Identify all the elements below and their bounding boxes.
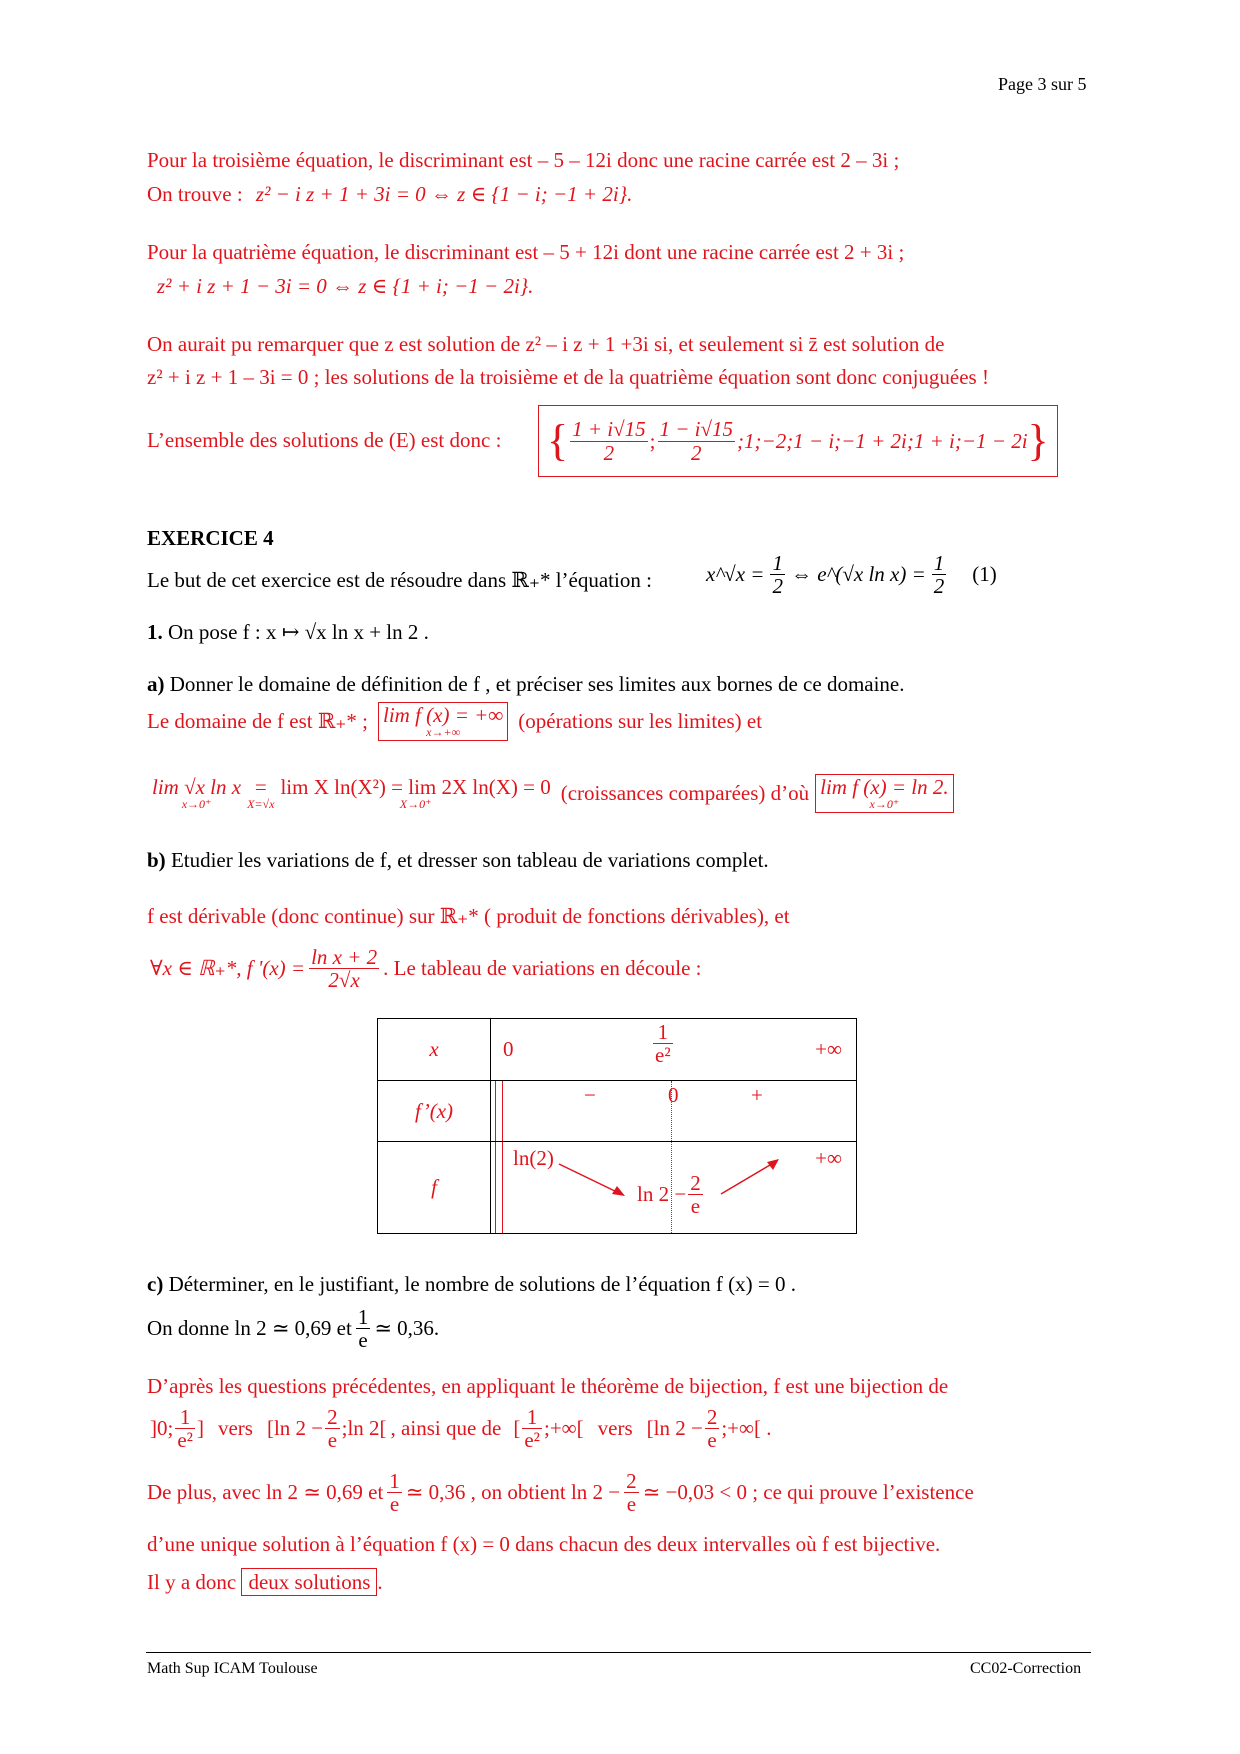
lim-sqrt-ln: lim √x ln x [152,775,242,799]
f-start-value: ln(2) [513,1146,554,1170]
qc-given [147,1306,439,1351]
f-min-lead: ln 2 − [637,1182,687,1207]
subst-eq-sub: X=√x [247,797,275,811]
lim-infinity: lim f (x) = +∞ [382,703,504,727]
eq-part-a: x^√x = [706,562,765,587]
qa-label: a) [147,672,165,696]
p2-line1: Pour la quatrième équation, le discriminant est – 5 + 12i dont une racine carrée est 2 + 3i ; [147,240,905,264]
row-label-f: f [378,1142,491,1234]
int4-close: ;+∞[ . [721,1416,772,1441]
arrow-down [559,1164,621,1194]
int3-open: [ [513,1416,521,1441]
deux-solutions-box: deux solutions [241,1568,377,1596]
fprime-zero: 0 [668,1083,679,1107]
p3-line1: On aurait pu remarquer que z est solution de z² – i z + 1 +3i si, et seulement si z̄ est solution de [147,332,945,356]
ans3-frac1: $\frac{1}{e}$ [389,1469,400,1517]
vers-1: vers [217,1416,253,1441]
lim-zero-sub: x→0⁺ [869,797,900,811]
derivative-tail: . Le tableau de variations en découle : [383,956,702,981]
lim-sqrt-ln-sub: x→0⁺ [181,797,212,811]
arrow-up-head [767,1159,779,1170]
qb-answer1: f est dérivable (donc continue) sur ℝ₊* ( produit de fonctions dérivables), et [147,904,790,928]
fprime-dotted [671,1081,672,1141]
ans5-tail: . [377,1570,383,1594]
lim-zero-box [815,774,953,813]
int1-open: ]0; [150,1416,174,1441]
fprime-double-bar [495,1081,503,1141]
q1-line [147,620,429,645]
p3-line2: z² + i z + 1 – 3i = 0 ; les solutions de la troisième et de la quatrième équation sont donc conjuguées ! [147,365,989,389]
p2-equation: z² + i z + 1 − 3i = 0 ⇔ z ∈ {1 + i; −1 − 2i}. [157,274,534,298]
ex4-intro: Le but de cet exercice est de résoudre dans ℝ₊* l’équation : [147,568,652,592]
p1-line1: Pour la troisième équation, le discriminant est – 5 – 12i donc une racine carrée est 2 – 3i ; [147,148,900,172]
arrow-up [721,1162,775,1194]
lim-zero: lim f (x) = ln 2. [820,775,949,799]
ans3-frac2: $\frac{2}{e}$ [626,1469,637,1517]
variation-table [377,1018,857,1234]
sol-rest: ;1;−2;1 − i;−1 + 2i;1 + i;−1 − 2i [737,428,1028,453]
qc-text: Déterminer, en le justifiant, le nombre de solutions de l’équation f (x) = 0 . [168,1272,796,1296]
qc-label: c) [147,1272,164,1296]
ainsi-que: , ainsi que de [390,1416,502,1441]
f-min-frac: $\frac{2}{e}$ [690,1171,701,1219]
qa-text: Donner le domaine de définition de f , et préciser ses limites aux bornes de ce domaine. [169,672,905,696]
brace-open: { [547,416,569,465]
lim-infinity-sub: x→+∞ [426,725,461,739]
vers-2: vers [597,1416,633,1441]
ans3-lead: De plus, avec ln 2 ≃ 0,69 et [147,1480,384,1505]
eq-half-2: $\frac{1}{2}$ [933,551,945,599]
x-infinity: +∞ [815,1037,842,1061]
sol-frac1: $\frac{1 + i√15}{2}$ [572,417,646,465]
p1-equation: z² − i z + 1 + 3i = 0 ⇔ z ∈ {1 − i; −1 + 2i}. [255,182,633,206]
ex4-equation [706,552,997,597]
qa-domain: Le domaine de f est ℝ₊* ; [147,709,368,733]
given-tail: ≃ 0,36. [374,1316,440,1341]
qc-intervals [150,1406,771,1451]
int4-frac: $\frac{2}{e}$ [706,1405,718,1453]
variation-arrows [491,1142,861,1234]
solution-set-box [538,405,1058,477]
eq-part-b: ⇔ e^(√x ln x) = [790,562,926,587]
ans5-lead: Il y a donc [147,1570,237,1594]
given-lead: On donne ln 2 ≃ 0,69 et [147,1316,352,1341]
lim-infinity-box [378,702,508,741]
p1-line2 [147,182,632,207]
q1-text: On pose f : x ↦ √x ln x + ln 2 . [168,620,429,644]
int2-frac: $\frac{2}{e}$ [327,1405,338,1453]
row-label-x: x [378,1019,491,1081]
f-end-value: +∞ [815,1146,842,1170]
qc-answer4: d’une unique solution à l’équation f (x) = 0 dans chacun des deux intervalles où f est bijective. [147,1532,941,1556]
x-zero: 0 [503,1037,514,1061]
brace-close: } [1027,416,1049,465]
footer-right: CC02-Correction [970,1660,1082,1677]
footer-left: Math Sup ICAM Toulouse [147,1660,318,1677]
row-f-values [491,1142,857,1234]
row-fprime-values [491,1081,857,1142]
qa-line [147,672,905,697]
qc-answer1: D’après les questions précédentes, en appliquant le théorème de bijection, f est une bijection de [147,1374,949,1398]
row-label-fprime: f’(x) [378,1081,491,1142]
fprime-minus: − [584,1083,596,1107]
qa-croissances: (croissances comparées) d’où [560,781,810,805]
int2-open: [ln 2 − [266,1416,324,1441]
qc-answer3 [147,1470,974,1515]
sol-frac2: $\frac{1 - i√15}{2}$ [659,417,734,465]
given-frac: $\frac{1}{e}$ [357,1305,369,1353]
page-number: Page 3 sur 5 [998,74,1087,94]
qc-answer5 [147,1570,383,1595]
ans3-mid: ≃ 0,36 , on obtient ln 2 − [405,1480,621,1505]
fprime-plus: + [751,1083,763,1107]
q1-label: 1. [147,620,163,644]
lim-X-sub: X→0⁺ [399,797,432,811]
exercise-title: EXERCICE 4 [147,526,274,550]
int1-frac: $\frac{1}{\text{e²}}$ [177,1405,193,1453]
derivative-frac: $\frac{\text{ln x + 2}}{2√x}$ [311,945,378,993]
qa-answer1 [147,702,762,741]
sol-sep: ; [649,428,656,453]
qb-line [147,848,769,873]
p4-lead: L’ensemble des solutions de (E) est donc : [147,428,502,452]
qb-text: Etudier les variations de f, et dresser son tableau de variations complet. [170,848,769,872]
eq-half-1: $\frac{1}{2}$ [772,551,783,599]
qc-line [147,1272,796,1297]
qa-answer2 [152,774,954,813]
p1-lead: On trouve : [147,182,243,206]
lim-X: lim X ln(X²) = lim 2X ln(X) = 0 [280,775,551,799]
int1-close: ] [196,1416,204,1441]
int3-close: ;+∞[ [543,1416,584,1441]
qb-label: b) [147,848,166,872]
int2-close: ;ln 2[ [341,1416,387,1441]
eq-number: (1) [972,562,997,587]
footer-rule [146,1652,1091,1653]
row-x-values [491,1019,857,1081]
int4-open: [ln 2 − [646,1416,703,1441]
qa-ops: (opérations sur les limites) et [518,709,763,733]
ans3-tail: ≃ −0,03 < 0 ; ce qui prouve l’existence [642,1480,974,1505]
qb-answer2 [150,946,702,991]
x-inv-e2: $\frac{1}{\text{e²}}$ [655,1020,671,1068]
subst-eq: = [254,775,267,799]
int3-frac: $\frac{1}{\text{e²}}$ [524,1405,540,1453]
derivative-lead: ∀x ∈ ℝ₊*, f '(x) = [150,956,306,981]
arrow-down-head [612,1186,625,1196]
